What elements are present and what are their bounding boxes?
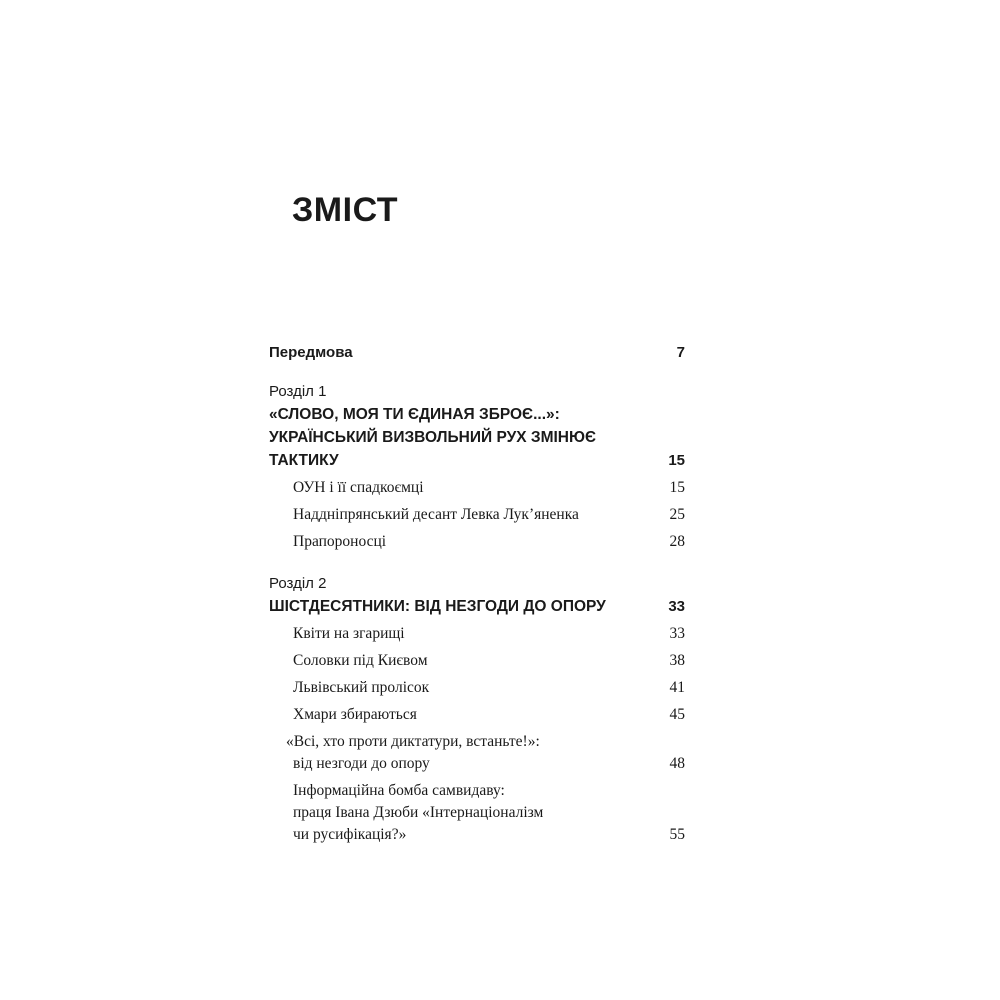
chapter-page: 15 <box>668 452 685 469</box>
table-of-contents <box>269 337 685 846</box>
toc-subentry-label-line: «Всі, хто проти диктатури, встаньте!»: <box>286 733 540 750</box>
toc-subentry <box>269 477 685 499</box>
chapter-heading <box>269 403 685 472</box>
toc-subentry <box>269 650 685 672</box>
toc-subentry-page: 15 <box>669 479 685 496</box>
chapter-section-label: Розділ 2 <box>269 575 327 592</box>
toc-subentry-label <box>286 731 540 775</box>
toc-entry-page: 7 <box>676 344 685 361</box>
toc-subentry <box>269 704 685 726</box>
toc-subentry-label: Львівський пролісок <box>293 679 430 696</box>
toc-subentry-label: Прапороносці <box>293 533 387 550</box>
toc-subentry-page: 45 <box>669 706 685 723</box>
toc-subentry-label: Наддніпрянський десант Левка Лук’яненка <box>293 506 579 523</box>
toc-subentry-page: 55 <box>669 826 685 843</box>
toc-subentry-label <box>293 780 543 846</box>
chapter-title-line: «СЛОВО, МОЯ ТИ ЄДИНАЯ ЗБРОЄ...»: <box>269 406 560 423</box>
toc-entry-label: Передмова <box>269 344 353 361</box>
toc-subentry-label: ОУН і її спадкоємці <box>293 479 424 496</box>
toc-subentry <box>269 531 685 553</box>
toc-subentry-label-line: Інформаційна бомба самвидаву: <box>293 782 505 799</box>
toc-subentry-label-line: від незгоди до опору <box>293 755 430 772</box>
toc-subentry-label: Хмари збираються <box>293 706 417 723</box>
page-title: ЗМІСТ <box>292 191 399 229</box>
toc-subentry-page: 38 <box>669 652 685 669</box>
chapter-title-line: ШІСТДЕСЯТНИКИ: ВІД НЕЗГОДИ ДО ОПОРУ <box>269 598 606 615</box>
chapter-title <box>269 403 596 472</box>
chapter-title-line: УКРАЇНСЬКИЙ ВИЗВОЛЬНИЙ РУХ ЗМІНЮЄ <box>269 429 596 446</box>
chapter-page: 33 <box>668 598 685 615</box>
toc-subentry-label: Квіти на згарищі <box>293 625 405 642</box>
toc-subentry-label: Соловки під Києвом <box>293 652 428 669</box>
toc-entry-foreword <box>269 337 685 361</box>
toc-subentry <box>269 731 685 775</box>
toc-subentry <box>269 504 685 526</box>
toc-subentry-page: 28 <box>669 533 685 550</box>
chapter-heading <box>269 595 685 618</box>
toc-subentry-label-line: праця Івана Дзюби «Інтернаціоналізм <box>293 804 544 821</box>
toc-subentry <box>269 677 685 699</box>
toc-subentry <box>269 780 685 846</box>
toc-subentry-label-line: чи русифікація?» <box>293 826 407 843</box>
chapter-1 <box>269 381 685 553</box>
toc-subentry-page: 41 <box>669 679 685 696</box>
toc-subentry-page: 33 <box>669 625 685 642</box>
chapter-title <box>269 595 606 618</box>
chapter-section-label: Розділ 1 <box>269 383 327 400</box>
toc-subentry <box>269 623 685 645</box>
toc-subentry-page: 25 <box>669 506 685 523</box>
toc-subentry-page: 48 <box>669 755 685 772</box>
chapter-2 <box>269 573 685 846</box>
chapter-title-line: ТАКТИКУ <box>269 452 339 469</box>
